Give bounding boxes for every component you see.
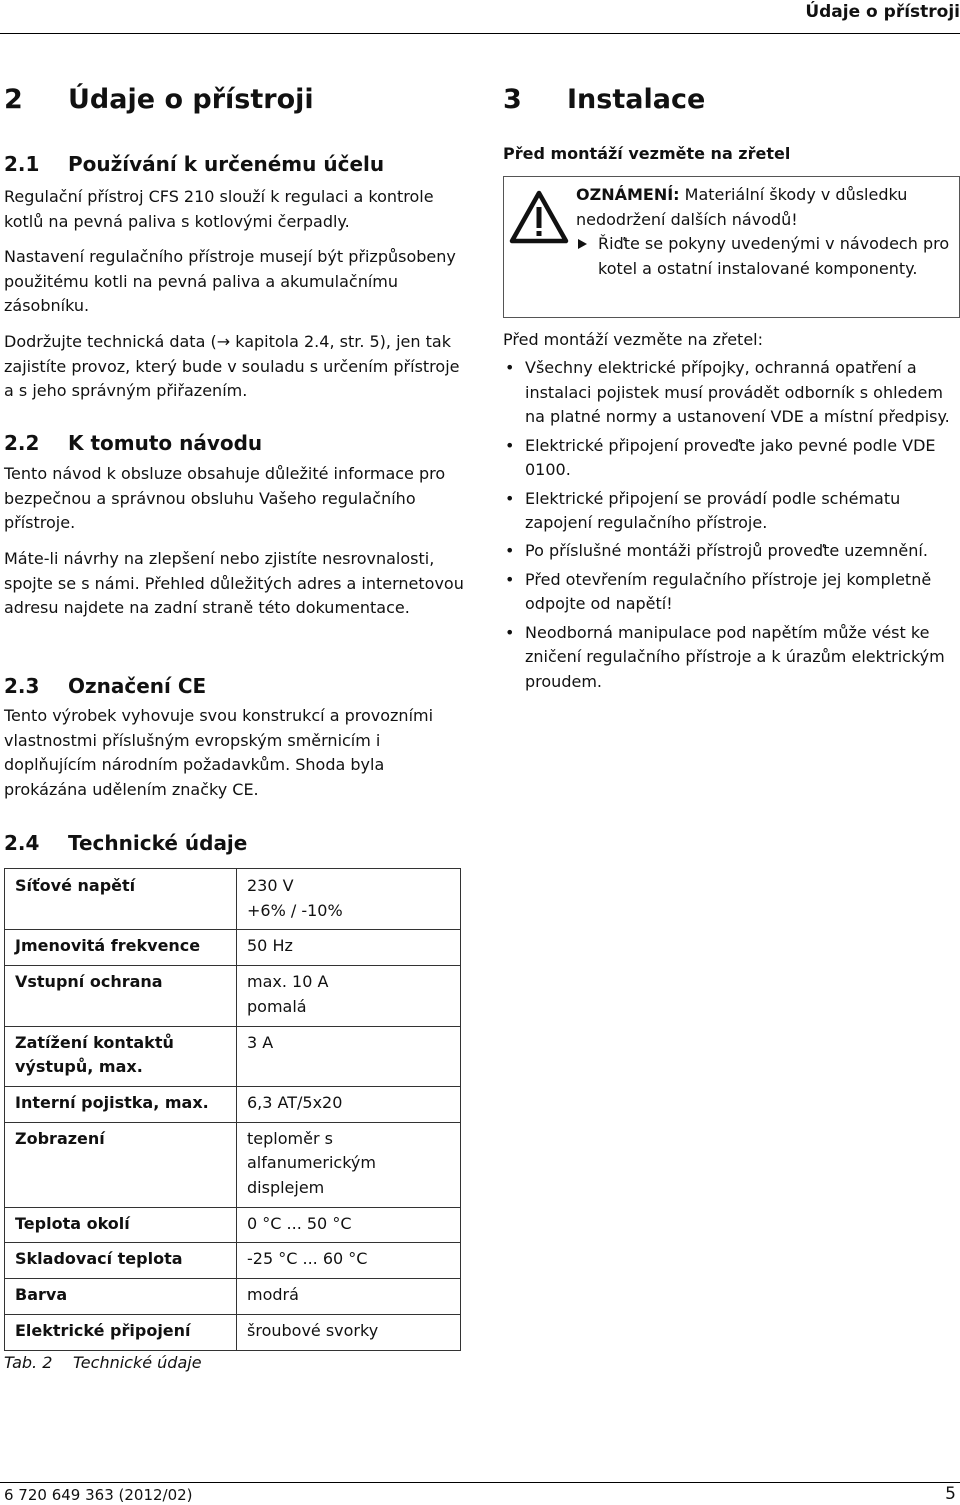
header-rule — [0, 33, 960, 34]
action-triangle-icon — [578, 239, 587, 249]
table-row — [5, 1122, 461, 1207]
table-row — [5, 1314, 461, 1350]
table-row — [5, 1026, 461, 1086]
spec-label: Zatížení kontaktů výstupů, max. — [5, 1026, 237, 1086]
section-2-3-body — [4, 704, 464, 803]
spec-value: max. 10 A pomalá — [237, 966, 461, 1026]
spec-value: šroubové svorky — [237, 1314, 461, 1350]
spec-label: Barva — [5, 1279, 237, 1315]
chapter-2-heading — [4, 84, 314, 115]
paragraph: Máte-li návrhy na zlepšení nebo zjistíte nesrovnalosti, spojte se s námi. Přehled důležitých adres a internetovou adresu najdete na zadní straně této dokumentace. — [4, 549, 464, 618]
list-item — [503, 568, 958, 617]
section-2-4-heading — [4, 831, 247, 855]
spec-label: Vstupní ochrana — [5, 966, 237, 1026]
installation-list — [503, 356, 958, 698]
paragraph: Regulační přístroj CFS 210 slouží k regulaci a kontrole kotlů na pevná paliva s kotlovými čerpadly. — [4, 187, 434, 231]
paragraph: Tento návod k obsluze obsahuje důležité informace pro bezpečnou a správnou obsluhu Vašeho regulačního přístroje. — [4, 464, 446, 533]
table-caption — [4, 1353, 202, 1372]
notice-box — [503, 176, 960, 318]
section-title: Technické údaje — [68, 831, 248, 855]
spec-label: Elektrické připojení — [5, 1314, 237, 1350]
bullet-icon: • — [505, 358, 515, 377]
spec-value: 6,3 AT/5x20 — [237, 1086, 461, 1122]
section-title: Používání k určenému účelu — [68, 152, 385, 176]
spec-label: Zobrazení — [5, 1122, 237, 1207]
table-row — [5, 966, 461, 1026]
notice-message: Materiální škody v důsledku nedodržení dalších návodů! — [576, 185, 908, 229]
section-2-2-heading — [4, 431, 262, 455]
table-row — [5, 869, 461, 930]
bullet-icon: • — [505, 541, 515, 561]
list-item — [503, 487, 958, 536]
notice-text — [576, 183, 951, 282]
warning-triangle-icon — [508, 189, 570, 251]
list-item — [503, 539, 958, 564]
notice-step — [576, 232, 951, 281]
list-item-text: Neodborná manipulace pod napětím může vést ke zničení regulačního přístroje a k úrazům elektrickým proudem. — [525, 622, 945, 691]
section-2-1-body — [4, 185, 464, 234]
list-item — [503, 621, 958, 695]
table-row — [5, 1243, 461, 1279]
technical-data-table — [4, 868, 461, 1351]
section-2-1-body — [4, 330, 464, 404]
list-item-text: Elektrické připojení proveďte jako pevné podle VDE 0100. — [525, 435, 936, 480]
chapter-number: 2 — [4, 84, 23, 115]
section-number: 2.3 — [4, 674, 40, 698]
spec-value: modrá — [237, 1279, 461, 1315]
section-2-2-body — [4, 462, 464, 536]
notice-label: OZNÁMENÍ: — [576, 185, 680, 204]
spec-label: Skladovací teplota — [5, 1243, 237, 1279]
spec-value: 3 A — [237, 1026, 461, 1086]
section-number: 2.4 — [4, 831, 40, 855]
bullet-icon: • — [505, 488, 515, 508]
chapter-title: Instalace — [567, 84, 706, 115]
chapter-number: 3 — [503, 84, 522, 115]
section-2-2-body — [4, 547, 464, 621]
paragraph: Tento výrobek vyhovuje svou konstrukcí a provozními vlastnostmi příslušným evropským směrnicím i doplňujícím národním požadavkům. Shoda byla prokázána udělením značky CE. — [4, 706, 434, 800]
paragraph: Nastavení regulačního přístroje musejí být přizpůsobeny použitému kotli na pevná paliva a akumulačnímu zásobníku. — [4, 247, 456, 316]
section-title: Označení CE — [68, 674, 207, 698]
spec-label: Interní pojistka, max. — [5, 1086, 237, 1122]
table-row — [5, 1279, 461, 1315]
bullet-icon: • — [505, 569, 515, 589]
paragraph: Dodržujte technická data (→ kapitola 2.4, str. 5), jen tak zajistíte provoz, který bude v souladu s určením přístroje a s jeho správným přiřazením. — [4, 332, 460, 401]
installation-subheading: Před montáží vezměte na zřetel — [503, 144, 791, 163]
caption-number: Tab. 2 — [4, 1353, 53, 1372]
spec-value: 50 Hz — [237, 930, 461, 966]
spec-value: 0 °C ... 50 °C — [237, 1207, 461, 1243]
spec-label: Jmenovitá frekvence — [5, 930, 237, 966]
spec-value: teploměr s alfanumerickým displejem — [237, 1122, 461, 1207]
page-number: 5 — [945, 1484, 956, 1504]
list-item — [503, 434, 958, 483]
spec-label: Teplota okolí — [5, 1207, 237, 1243]
caption-text: Technické údaje — [73, 1353, 202, 1372]
spec-value: -25 °C ... 60 °C — [237, 1243, 461, 1279]
section-title: K tomuto návodu — [68, 431, 263, 455]
table-row — [5, 1207, 461, 1243]
spec-value: 230 V +6% / -10% — [237, 869, 461, 930]
list-item-text: Před otevřením regulačního přístroje jej kompletně odpojte od napětí! — [525, 569, 932, 614]
notice-step-text: Řiďte se pokyny uvedenými v návodech pro kotel a ostatní instalované komponenty. — [598, 234, 950, 279]
list-item-text: Všechny elektrické přípojky, ochranná opatření a instalaci pojistek musí provádět odborník s ohledem na platné normy a ustanovení VDE a místní předpisy. — [525, 358, 950, 427]
running-head: Údaje o přístroji — [805, 2, 960, 22]
chapter-title: Údaje o přístroji — [68, 84, 314, 115]
document-number: 6 720 649 363 (2012/02) — [4, 1486, 193, 1504]
table-row — [5, 930, 461, 966]
section-number: 2.2 — [4, 431, 40, 455]
section-2-1-heading — [4, 152, 384, 176]
list-item — [503, 356, 958, 430]
spec-label: Síťové napětí — [5, 869, 237, 930]
section-2-3-heading — [4, 674, 206, 698]
list-item-text: Po příslušné montáži přístrojů proveďte uzemnění. — [525, 541, 928, 561]
list-item-text: Elektrické připojení se provádí podle schématu zapojení regulačního přístroje. — [525, 488, 901, 533]
bullet-icon: • — [505, 622, 515, 642]
section-number: 2.1 — [4, 152, 40, 176]
chapter-3-heading — [503, 84, 705, 115]
section-2-1-body — [4, 245, 464, 319]
bullet-icon: • — [505, 435, 515, 455]
table-row — [5, 1086, 461, 1122]
paragraph: Před montáží vezměte na zřetel: — [503, 330, 763, 349]
footer-rule — [0, 1482, 960, 1483]
installation-intro — [503, 328, 958, 353]
